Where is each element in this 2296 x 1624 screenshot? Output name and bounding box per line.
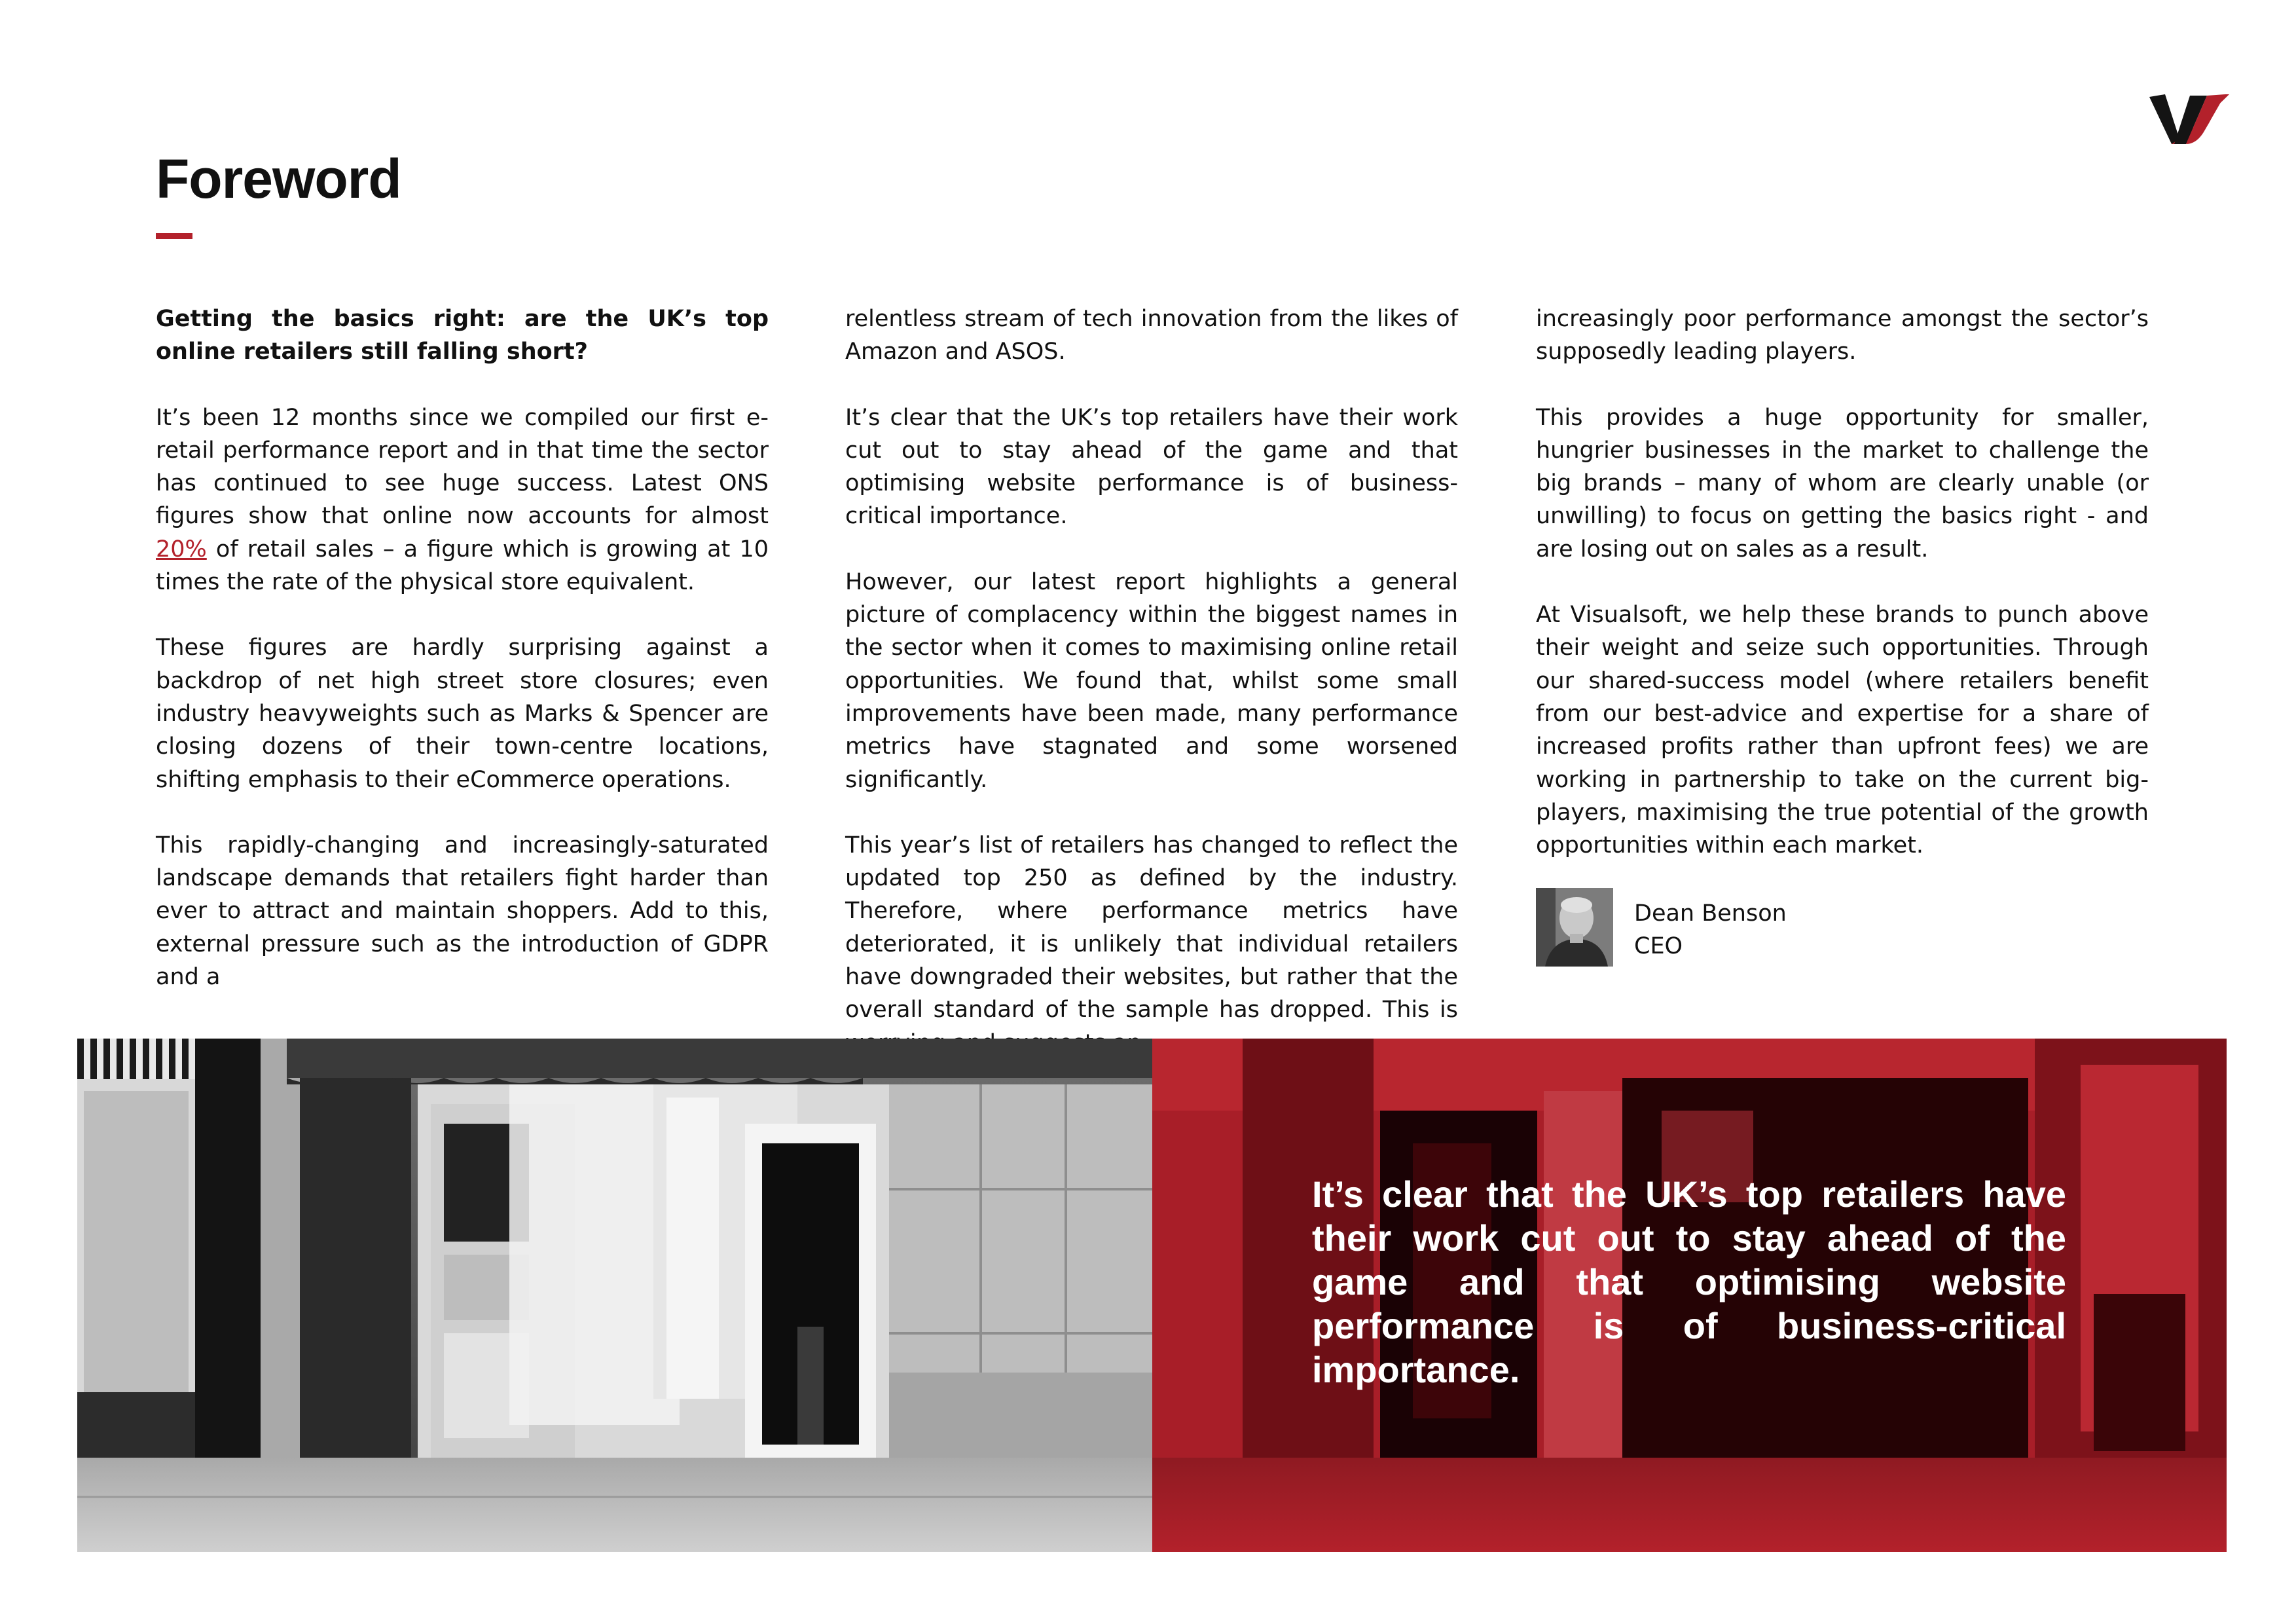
- paragraph: However, our latest report highlights a general picture of complacency within the biggest names in the sector when it comes to maximising online retail opportunities. We found that, whilst some small improvements have been made, many performance metrics have stagnated and some worsened significantly.: [845, 568, 1458, 793]
- paragraph: This year’s list of retailers has changed to reflect the updated top 250 as defined by the industry. Therefore, where performance metrics have deteriorated, it is unlikely that individual retailers have downgraded their websites, but rather that the overall standard of the sample has dropped. This is: [845, 832, 1458, 1024]
- ceo-portrait-photo: [1536, 888, 1613, 967]
- section-heading: Getting the basics right: are the UK’s top online retailers still falling short?: [156, 306, 769, 365]
- signature-block: [1536, 888, 2145, 969]
- signatory-name: Dean Benson: [1634, 900, 1787, 927]
- ons-figures-link[interactable]: 20%: [156, 536, 207, 563]
- text-column-1: [156, 303, 769, 1026]
- title-accent-rule: [156, 233, 192, 239]
- pull-quote: It’s clear that the UK’s top retailers have their work cut out to stay ahead of the game and that optimising website performance is of business-critical importance.: [1312, 1173, 2066, 1390]
- paragraph: [156, 401, 769, 599]
- paragraph: increasingly poor performance amongst the sector’s supposedly leading players.: [1536, 306, 2149, 365]
- paragraph: This rapidly-changing and increasingly-saturated landscape demands that retailers fight harder than ever to attract and maintain shoppers. Add to this, external pressure such as the introduction of GDPR and a: [156, 832, 769, 991]
- paragraph-text: of retail sales – a figure which is growing at 10 times the rate of the physical store equivalent.: [156, 536, 769, 596]
- paragraph: At Visualsoft, we help these brands to punch above their weight and seize such opportunities. Through our shared-success model (where retailers benefit from our best-advice and expertise for a share of increased profits rather than upfront fees) we are working in partnership to take on the current big-players, maximising the true potential of the growth opportunities within each market.: [1536, 602, 2149, 859]
- paragraph: These figures are hardly surprising against a backdrop of net high street store closures; even industry heavyweights such as Marks & Spencer are closing dozens of their town-centre locations, shifting emphasis to their eCommerce operations.: [156, 635, 769, 793]
- paragraph: This provides a huge opportunity for smaller, hungrier businesses in the market to challenge the big brands – many of whom are clearly unable (or unwilling) to focus on getting the basics right - and are losing out on sales as a result.: [1536, 404, 2149, 563]
- visualsoft-v-logo-icon: [2149, 93, 2229, 145]
- page-title: Foreword: [156, 148, 401, 210]
- text-column-2: [845, 303, 1458, 1092]
- paragraph: relentless stream of tech innovation from the likes of Amazon and ASOS.: [845, 306, 1458, 365]
- text-column-3: [1536, 303, 2149, 895]
- paragraph: It’s clear that the UK’s top retailers have their work cut out to stay ahead of the game and that optimising website performance is of business-critical importance.: [845, 404, 1458, 530]
- paragraph-text: It’s been 12 months since we compiled our first e-retail performance report and in that time the sector has continued to see huge success. Latest ONS figures show that online now accounts for almost: [156, 404, 769, 530]
- signatory-role: CEO: [1634, 933, 1683, 959]
